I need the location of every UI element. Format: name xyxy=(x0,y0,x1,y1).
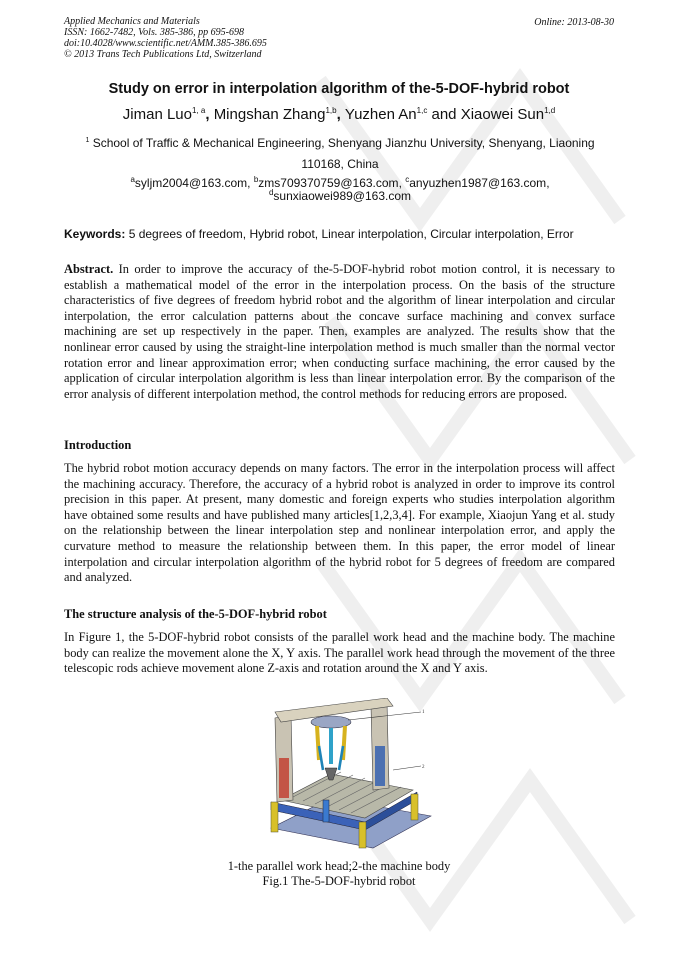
email-sup: a xyxy=(130,175,135,184)
callout-label-1: 1 xyxy=(422,710,425,715)
abstract xyxy=(64,262,615,402)
intro-text: The hybrid robot motion accuracy depends on many factors. The error in the interpolation process will affect the machining accuracy. Therefore, the accuracy of a hybrid robot is analyzed in order to improve its control precision in this paper. At present, many domestic and foreign experts who studies interpolation algorithm have obtained some results and have published many articles[1,2,3,4]. For example, Xiaojun Yang et al. study on the relationship between the linear interpolation step and nonlinear interpolation error, and apply the curvature method to measure the relationship between them. In this paper, the error model of linear interpolation and circular interpolation algorithm of the hybrid robot for 5 degrees of freedom are compared and analyzed. xyxy=(64,461,615,585)
email-address[interactable]: sunxiaowei989@163.com xyxy=(273,189,412,203)
email-address[interactable]: anyuzhen1987@163.com xyxy=(409,176,547,190)
affiliation xyxy=(64,133,616,175)
author-name: Mingshan Zhang xyxy=(213,106,326,123)
callout-line-2 xyxy=(393,766,421,770)
email-address[interactable]: syljm2004@163.com xyxy=(134,176,248,190)
intro-heading: Introduction xyxy=(64,438,132,452)
structure-text: In Figure 1, the 5-DOF-hybrid robot consists of the parallel work head and the machine body. The machine body can realize the movement alone the X, Y axis. The parallel work head through the movement of the three telescopic rods achieve movement alone Z-axis and rotation around the X and Y axis. xyxy=(64,630,615,676)
leg xyxy=(411,794,418,820)
author-separator: , xyxy=(336,106,345,123)
doi-line: doi:10.4028/www.scientific.net/AMM.385-386.695 xyxy=(64,38,267,49)
leg xyxy=(323,800,329,822)
copyright-line: © 2013 Trans Tech Publications Ltd, Switzerland xyxy=(64,49,262,60)
author-sup: 1, a xyxy=(192,106,206,115)
email-sup: c xyxy=(405,175,410,184)
email-sup: b xyxy=(253,175,259,184)
author-name: Yuzhen An xyxy=(344,106,417,123)
figure-caption-line1: 1-the parallel work head;2-the machine body xyxy=(227,859,451,873)
author-sup: 1,d xyxy=(544,106,556,115)
paper-title: Study on error in interpolation algorithm of the-5-DOF-hybrid robot xyxy=(108,81,570,97)
leg xyxy=(359,822,366,848)
leg xyxy=(271,802,278,832)
journal-name: Applied Mechanics and Materials xyxy=(64,16,200,27)
author-separator: and xyxy=(427,106,461,123)
robot-figure xyxy=(253,698,433,850)
keywords-text: 5 degrees of freedom, Hybrid robot, Linear interpolation, Circular interpolation, Error xyxy=(128,227,574,241)
issn-line: ISSN: 1662-7482, Vols. 385-386, pp 695-698 xyxy=(64,27,244,38)
column-detail xyxy=(279,758,289,798)
abstract-text: In order to improve the accuracy of the-5-DOF-hybrid robot motion control, it is necessary to establish a mathematical model of the error in the interpolation process. On the basis of the structure characteristics of five degrees of freedom hybrid robot and the algorithm of linear interpolation and circular interpolation, the error calculation patterns about the concave surface machining and convex surface machining are set up respectively in the paper. Then, examples are analyzed. The results show that the nonlinear error caused by using the straight-line interpolation method is much smaller than the normal vector rotation error and linear approximation error; when conducting surface machining, the error caused by the application of circular interpolation algorithm is less than linear interpolation error. By the comparison of the error analysis of different interpolation method, the control methods for reducing errors are proposed. xyxy=(64,262,615,401)
email-sup: d xyxy=(268,188,274,197)
affiliation-text: School of Traffic & Mechanical Engineering, Shenyang Jianzhu University, Shenyang, Liaoning 110168, China xyxy=(92,136,595,171)
affiliation-sup: 1 xyxy=(85,137,90,144)
online-date: Online: 2013-08-30 xyxy=(534,17,614,28)
author-separator: , xyxy=(205,106,214,123)
author-name: Jiman Luo xyxy=(122,106,192,123)
email-list: $^a$syljm2004@163.com, $^b$zms709370759@163.com, $^c$anyuzhen1987@163.com, $^d$sunxiaowei989@163.com xyxy=(130,175,550,203)
callout-label-2: 2 xyxy=(422,765,425,770)
keywords-label: Keywords: xyxy=(64,227,126,241)
figure-caption-line2: Fig.1 The-5-DOF-hybrid robot xyxy=(262,874,416,888)
author-list xyxy=(0,106,678,123)
abstract-label: Abstract. xyxy=(64,262,114,276)
email-address[interactable]: zms709370759@163.com xyxy=(258,176,399,190)
structure-heading: The structure analysis of the-5-DOF-hybrid robot xyxy=(64,607,327,621)
author-sup: 1,c xyxy=(416,106,428,115)
author-name: Xiaowei Sun xyxy=(460,106,545,123)
column-detail xyxy=(375,746,385,786)
keywords xyxy=(64,227,574,241)
author-sup: 1,b xyxy=(325,106,337,115)
